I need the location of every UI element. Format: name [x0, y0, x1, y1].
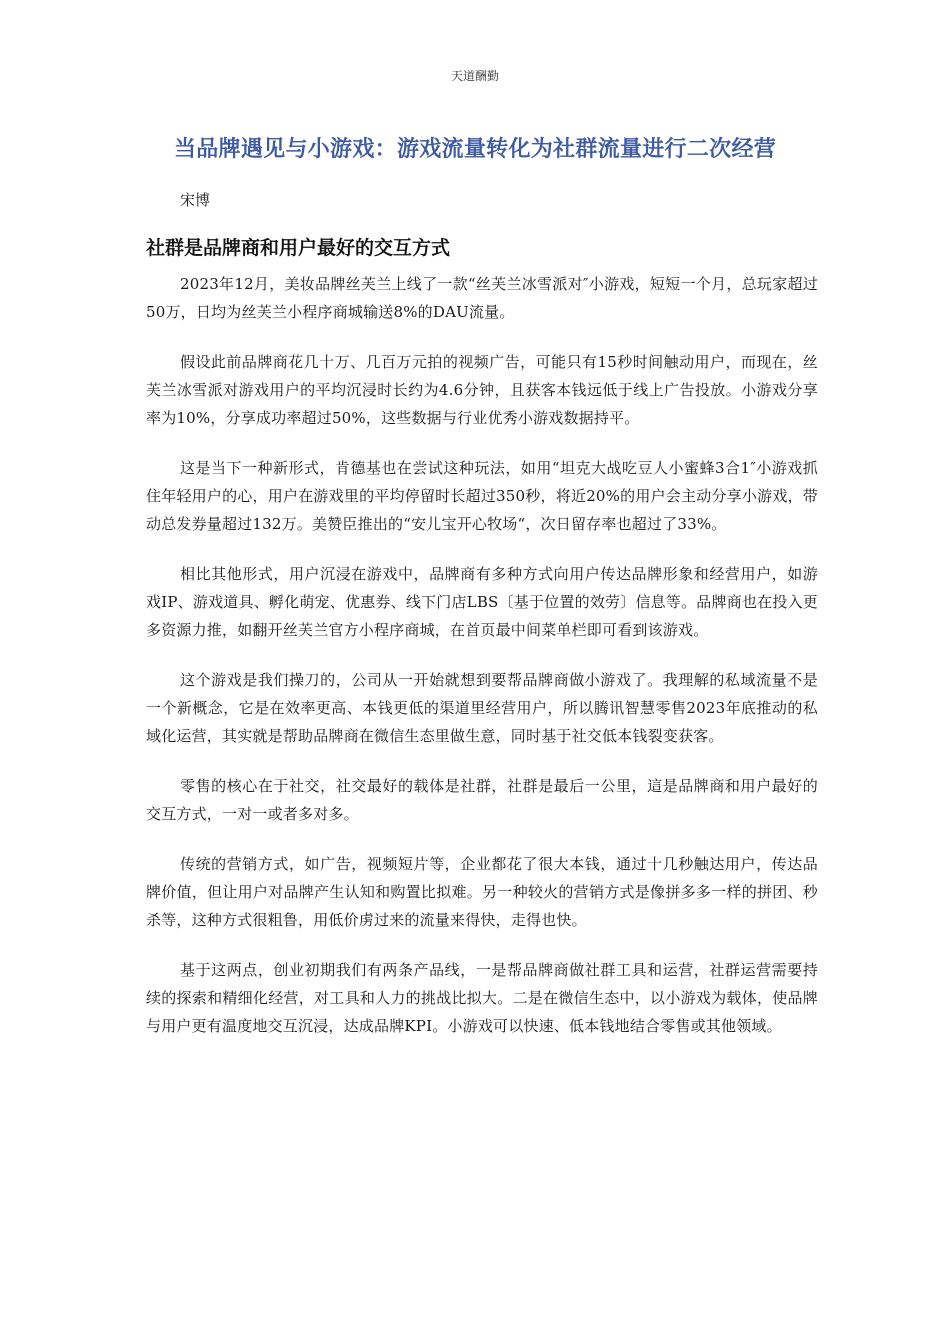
paragraph: 这个游戏是我们操刀的，公司从一开始就想到要帮品牌商做小游戏了。我理解的私域流量不是一个新概念，它是在效率更高、本钱更低的渠道里经营用户，所以腾讯智慧零售2023年底推动的私域化运营，其实就是帮助品牌商在微信生态里做生意，同时基于社交低本钱裂变获客。: [146, 671, 818, 745]
paragraph: 相比其他形式，用户沉浸在游戏中，品牌商有多种方式向用户传达品牌形象和经营用户，如游戏IP、游戏道具、孵化萌宠、优惠券、线下门店LBS〔基于位置的效劳〕信息等。品牌商也在投入更多资源力推，如翻开丝芙兰官方小程序商城，在首页最中间菜单栏即可看到该游戏。: [146, 565, 818, 639]
paragraph: 假设此前品牌商花几十万、几百万元拍的视频广告，可能只有15秒时间触动用户，而现在，丝芙兰冰雪派对游戏用户的平均沉浸时长约为4.6分钟，且获客本钱远低于线上广告投放。小游戏分享率为10%，分享成功率超过50%，这些数据与行业优秀小游戏数据持平。: [146, 353, 818, 427]
paragraph: 这是当下一种新形式，肯德基也在尝试这种玩法，如用“坦克大战吃豆人小蜜蜂3合1″小游戏抓住年轻用户的心，用户在游戏里的平均停留时长超过350秒，将近20%的用户会主动分享小游戏，带动总发券量超过132万。美赞臣推出的“安儿宝开心牧场“，次日留存率也超过了33%。: [146, 459, 818, 533]
page-header: 天道酬勤: [450, 69, 499, 83]
article-author: 宋博: [180, 191, 211, 209]
paragraph: 传统的营销方式，如广告，视频短片等，企业都花了很大本钱，通过十几秒触达用户，传达品牌价值，但让用户对品牌产生认知和购置比拟难。另一种较火的营销方式是像拼多多一样的拼团、秒杀等，这种方式很粗鲁，用低价虏过来的流量来得快，走得也快。: [146, 855, 818, 929]
paragraph: 零售的核心在于社交，社交最好的载体是社群，社群是最后一公里，這是品牌商和用户最好的交互方式，一对一或者多对多。: [146, 777, 818, 823]
article-body: [146, 270, 818, 1062]
article-title: 当品牌遇见与小游戏：游戏流量转化为社群流量进行二次经营: [173, 137, 777, 162]
paragraph: 基于这两点，创业初期我们有两条产品线，一是帮品牌商做社群工具和运营，社群运营需要持续的探索和精细化经营，对工具和人力的挑战比拟大。二是在微信生态中，以小游戏为载体，使品牌与用户更有温度地交互沉浸，达成品牌KPI。小游戏可以快速、低本钱地结合零售或其他领域。: [146, 961, 818, 1035]
section-heading: 社群是品牌商和用户最好的交互方式: [146, 237, 451, 259]
paragraph: 2023年12月，美妆品牌丝芙兰上线了一款“丝芙兰冰雪派对″小游戏，短短一个月，总玩家超过50万，日均为丝芙兰小程序商城输送8%的DAU流量。: [146, 275, 818, 321]
